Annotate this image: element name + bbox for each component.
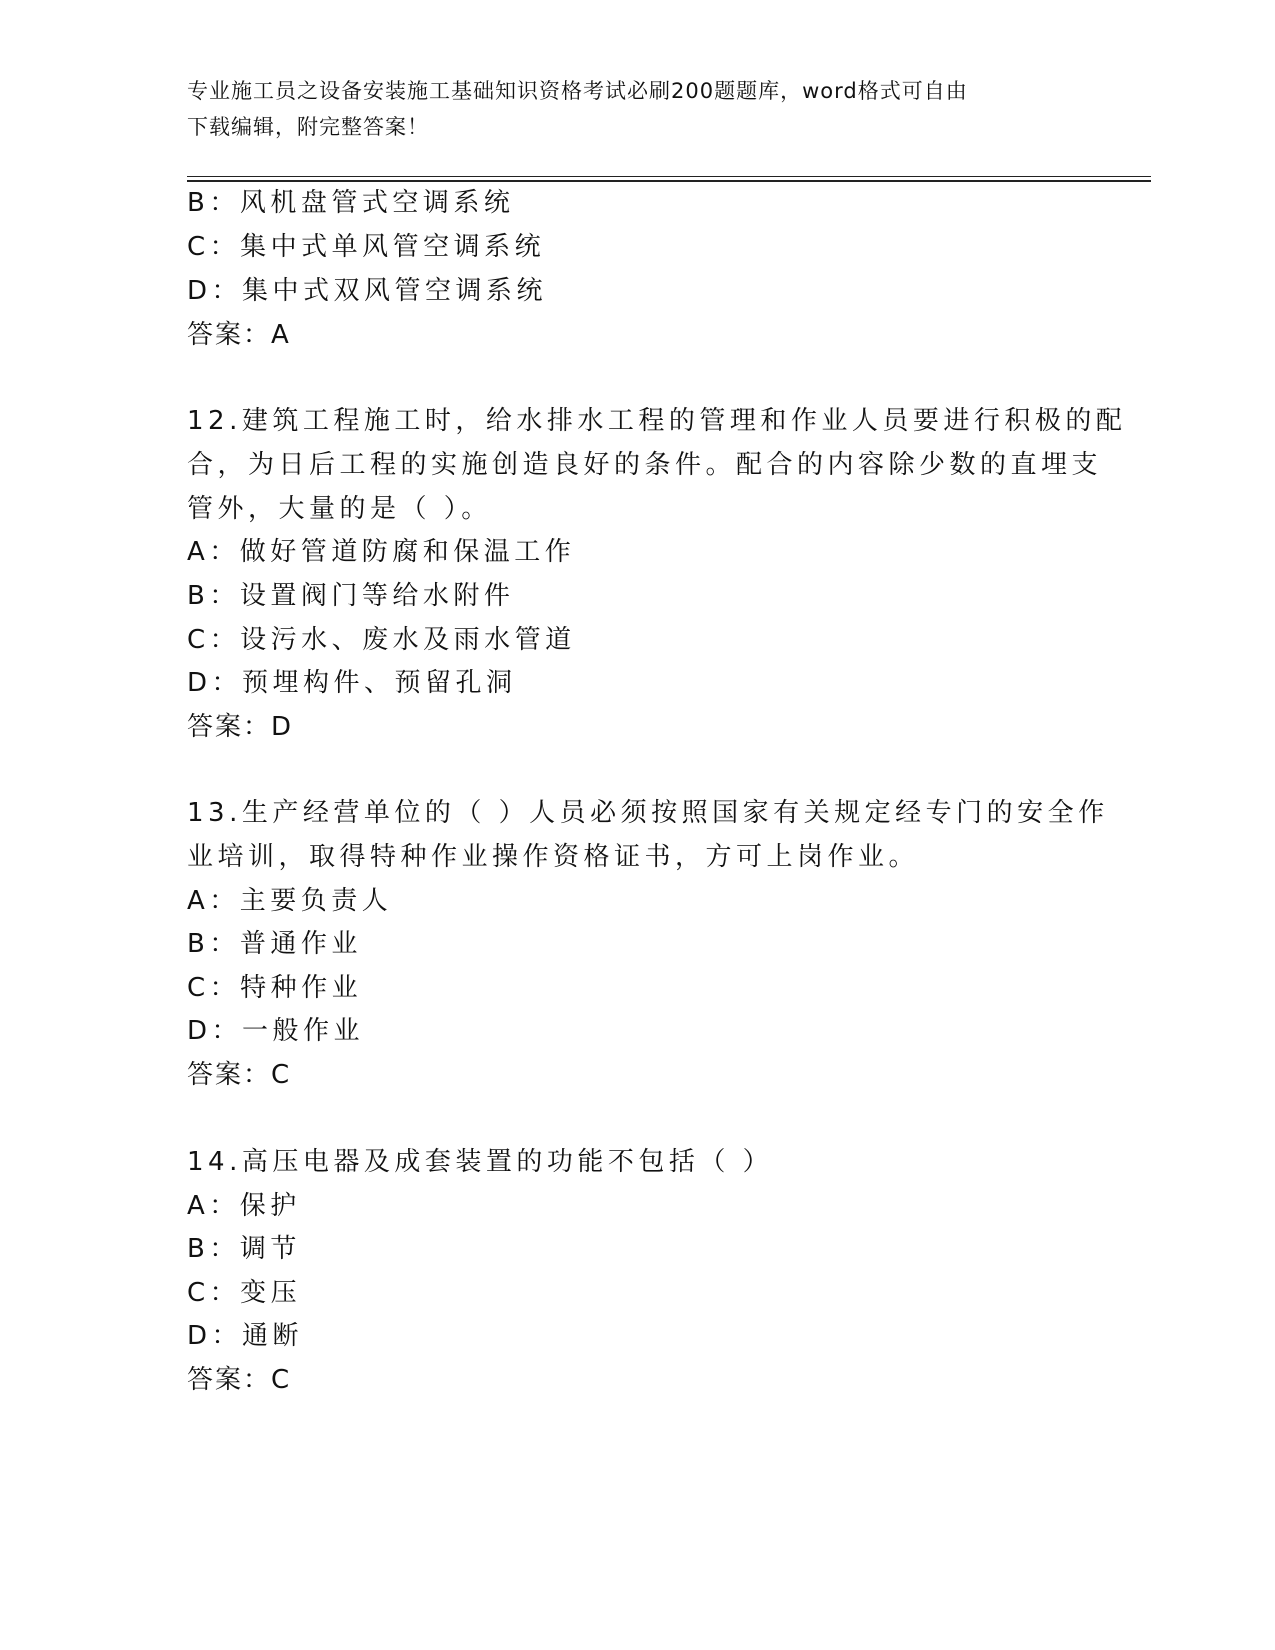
q13-option-c: C：特种作业	[187, 973, 363, 1003]
q12-stem-line-3: 管外，大量的是（ ）。	[187, 494, 492, 524]
q11-option-d: D：集中式双风管空调系统	[187, 276, 548, 306]
q12-answer: 答案：D	[187, 712, 294, 742]
q13-answer: 答案：C	[187, 1060, 292, 1090]
q12-stem-line-1: 12.建筑工程施工时，给水排水工程的管理和作业人员要进行积极的配	[187, 406, 1127, 436]
q11-option-c: C：集中式单风管空调系统	[187, 232, 546, 262]
header-divider-thick	[187, 180, 1151, 182]
header-line-1: 专业施工员之设备安装施工基础知识资格考试必刷200题题库，word格式可自由	[187, 79, 968, 103]
q13-stem-line-2: 业培训，取得特种作业操作资格证书，方可上岗作业。	[187, 842, 920, 872]
document-header	[187, 73, 1087, 145]
header-divider-thin	[187, 176, 1151, 177]
q13-option-b: B：普通作业	[187, 929, 362, 959]
q13-stem-line-1: 13.生产经营单位的（ ）人员必须按照国家有关规定经专门的安全作	[187, 798, 1109, 828]
q11-option-b: B：风机盘管式空调系统	[187, 188, 515, 218]
q14-option-c: C：变压	[187, 1278, 302, 1308]
header-line-2: 下载编辑，附完整答案！	[187, 115, 429, 139]
q14-option-d: D：通断	[187, 1321, 304, 1351]
q12-option-b: B：设置阀门等给水附件	[187, 581, 515, 611]
q12-option-d: D：预埋构件、预留孔洞	[187, 668, 517, 698]
q13-option-a: A：主要负责人	[187, 886, 393, 916]
q12-stem-line-2: 合，为日后工程的实施创造良好的条件。配合的内容除少数的直埋支	[187, 450, 1103, 480]
q12-option-a: A：做好管道防腐和保温工作	[187, 537, 576, 567]
q14-option-b: B：调节	[187, 1234, 301, 1264]
q13-option-d: D：一般作业	[187, 1016, 365, 1046]
q11-answer: 答案：A	[187, 320, 291, 350]
q14-option-a: A：保护	[187, 1191, 301, 1221]
q14-answer: 答案：C	[187, 1365, 292, 1395]
q14-stem-line-1: 14.高压电器及成套装置的功能不包括（ ）	[187, 1147, 774, 1177]
q12-option-c: C：设污水、废水及雨水管道	[187, 625, 576, 655]
